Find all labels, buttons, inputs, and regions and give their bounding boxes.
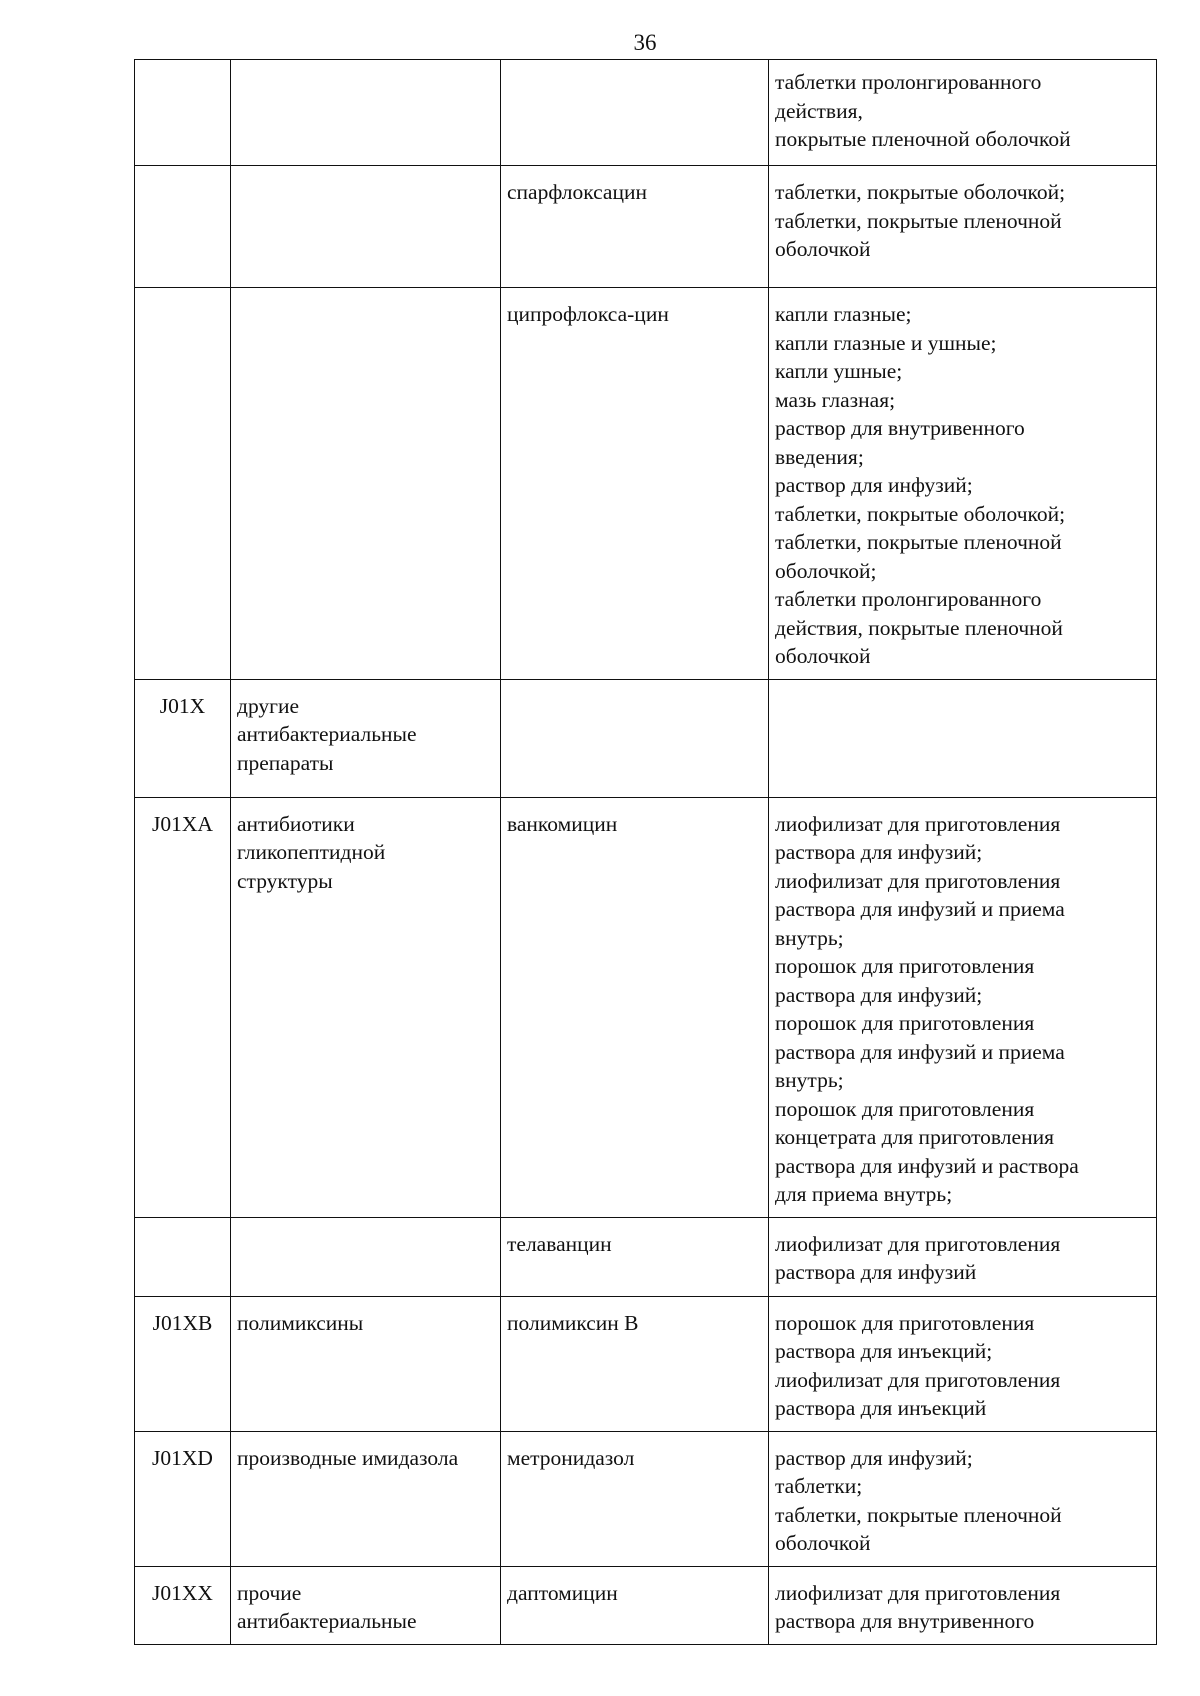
atc-code-cell: J01X (135, 679, 231, 797)
atc-code-cell (135, 60, 231, 166)
forms-cell: раствор для инфузий; таблетки; таблетки, покрытые пленочной оболочкой (769, 1431, 1157, 1566)
forms-cell: таблетки пролонгированного действия, покрытые пленочной оболочкой (769, 60, 1157, 166)
group-cell: другие антибактериальные препараты (231, 679, 501, 797)
group-cell: прочие антибактериальные (231, 1566, 501, 1644)
atc-code-cell (135, 288, 231, 680)
atc-code-cell: J01XA (135, 797, 231, 1217)
forms-cell: лиофилизат для приготовления раствора для инфузий; лиофилизат для приготовления раствора для инфузий и приема внутрь; порошок для приготовления раствора для инфузий; порошок для приготовления раствора для инфузий и приема внутрь; порошок для приготовления концетрата для приготовления раствора для инфузий и раствора для приема внутрь; (769, 797, 1157, 1217)
table-row (135, 797, 1157, 1217)
group-cell (231, 166, 501, 288)
drug-cell: спарфлоксацин (501, 166, 769, 288)
drug-cell: полимиксин В (501, 1296, 769, 1431)
drug-cell: метронидазол (501, 1431, 769, 1566)
atc-code-cell: J01XX (135, 1566, 231, 1644)
drug-cell: ципрофлокса-цин (501, 288, 769, 680)
group-cell (231, 60, 501, 166)
forms-cell: таблетки, покрытые оболочкой; таблетки, покрытые пленочной оболочкой (769, 166, 1157, 288)
table-row (135, 1296, 1157, 1431)
group-cell: полимиксины (231, 1296, 501, 1431)
table-row (135, 679, 1157, 797)
group-cell (231, 1217, 501, 1296)
table-row (135, 288, 1157, 680)
forms-cell: капли глазные; капли глазные и ушные; капли ушные; мазь глазная; раствор для внутривенного введения; раствор для инфузий; таблетки, покрытые оболочкой; таблетки, покрытые пленочной оболочкой; таблетки пролонгированного действия, покрытые пленочной оболочкой (769, 288, 1157, 680)
atc-code-cell (135, 1217, 231, 1296)
atc-code-cell: J01XD (135, 1431, 231, 1566)
forms-cell: лиофилизат для приготовления раствора для внутривенного (769, 1566, 1157, 1644)
forms-cell: лиофилизат для приготовления раствора для инфузий (769, 1217, 1157, 1296)
atc-code-cell: J01XB (135, 1296, 231, 1431)
table-row (135, 60, 1157, 166)
page-number: 36 (633, 30, 657, 55)
drug-table (134, 59, 1157, 1645)
atc-code-cell (135, 166, 231, 288)
forms-cell: порошок для приготовления раствора для инъекций; лиофилизат для приготовления раствора для инъекций (769, 1296, 1157, 1431)
drug-cell: телаванцин (501, 1217, 769, 1296)
table-row (135, 1217, 1157, 1296)
drug-cell (501, 60, 769, 166)
table-row (135, 166, 1157, 288)
table-row (135, 1431, 1157, 1566)
drug-cell: ванкомицин (501, 797, 769, 1217)
group-cell: антибиотики гликопептидной структуры (231, 797, 501, 1217)
group-cell (231, 288, 501, 680)
forms-cell (769, 679, 1157, 797)
group-cell: производные имидазола (231, 1431, 501, 1566)
drug-cell: даптомицин (501, 1566, 769, 1644)
drug-cell (501, 679, 769, 797)
table-row (135, 1566, 1157, 1644)
